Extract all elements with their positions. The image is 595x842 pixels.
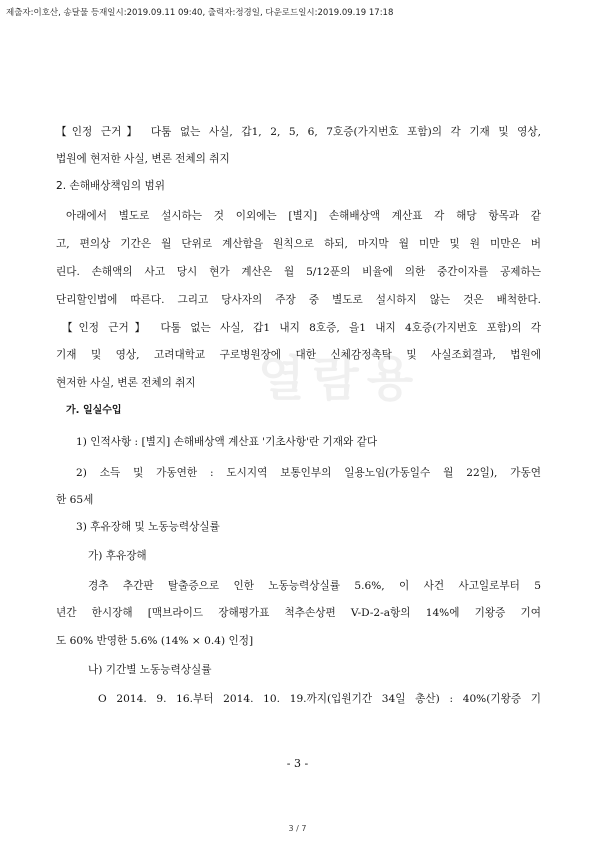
text-line: 【인정 근거】 다툼 없는 사실, 갑1 내지 8호증, 을1 내지 4호증(가지번호 포함)의 각 [62,322,541,334]
text-line: 가) 후유장해 [88,550,147,562]
text-line: 2) 소득 및 가동연한 : 도시지역 보통인부의 일용노임(가동일수 월 22일), 가동연 [76,467,541,479]
text-line: 기재 및 영상, 고려대학교 구로병원장에 대한 신체감정촉탁 및 사실조회결과, 법원에 [56,349,541,361]
section-heading: 2. 손해배상책임의 범위 [56,180,165,192]
text-line: 린다. 손해액의 사고 당시 현가 계산은 월 5/12푼의 비율에 의한 중간이자를 공제하는 [56,266,541,278]
text-line: 단리할인법에 따른다. 그리고 당사자의 주장 중 별도로 설시하지 않는 것은 배척한다. [56,294,541,306]
text-line: 현저한 사실, 변론 전체의 취지 [56,377,196,389]
text-line: 나) 기간별 노동능력상실률 [88,664,212,676]
text-line: 법원에 현저한 사실, 변론 전체의 취지 [56,153,230,165]
watermark: 열람용 [258,351,422,407]
text-line: 년간 한시장해 [맥브라이드 장해평가표 척추손상편 V-D-2-a항의 14%에 기왕증 기여 [56,607,541,619]
page-number: - 3 - [286,757,309,770]
page-footer: 3 / 7 [288,824,307,833]
text-line: 도 60% 반영한 5.6% (14% × 0.4) 인정] [56,635,254,647]
text-line: O 2014. 9. 16.부터 2014. 10. 19.까지(입원기간 34일 총산) : 40%(기왕증 기 [98,693,541,705]
text-line: 1) 인적사항 : [별지] 손해배상액 계산표 '기초사항'란 기재와 같다 [76,436,378,448]
subsection-heading: 가. 일실수입 [66,405,122,416]
text-line: 경추 추간판 탈출증으로 인한 노동능력상실률 5.6%, 이 사건 사고일로부터 5 [88,580,541,592]
text-line: 3) 후유장해 및 노동능력상실률 [76,521,220,533]
text-line: 한 65세 [56,494,94,506]
text-line: 고, 편의상 기간은 월 단위로 계산함을 원칙으로 하되, 마지막 월 미만 및 원 미만은 버 [56,238,541,250]
text-line: 아래에서 별도로 설시하는 것 이외에는 [별지] 손해배상액 계산표 각 해당 항목과 같 [66,210,541,222]
text-line: 【인정 근거】 다툼 없는 사실, 갑1, 2, 5, 6, 7호증(가지번호 포함)의 각 기재 및 영상, [56,126,541,138]
document-header: 제출자:이호산, 송달물 등재일시:2019.09.11 09:40, 출력자:정경일, 다운로드일시:2019.09.19 17:18 [6,8,394,18]
